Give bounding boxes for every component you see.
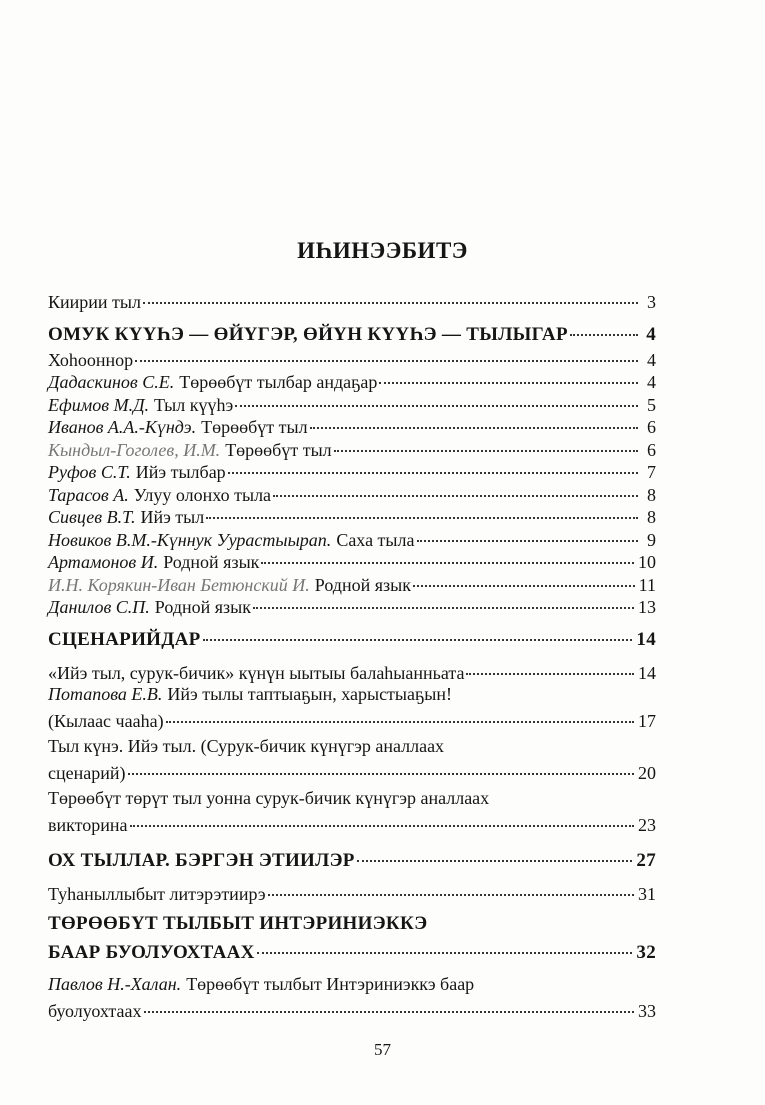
toc-title-continued: сценарий) [48, 763, 126, 783]
toc-entry [48, 971, 656, 1023]
toc-page-number: 4 [646, 323, 656, 345]
toc-page-number: 14 [638, 662, 656, 683]
toc-section [48, 624, 656, 651]
toc-line [48, 937, 656, 963]
dot-leader [130, 807, 634, 827]
dot-leader [413, 567, 635, 587]
toc-page-number: 11 [638, 574, 656, 595]
dot-leader [203, 620, 633, 641]
toc-entry [48, 659, 656, 682]
toc-title-continued: буолуохтаах [48, 1000, 142, 1021]
toc-author: Тарасов А. [48, 484, 129, 505]
toc-page-number: 13 [638, 597, 656, 617]
dot-leader [206, 499, 638, 519]
toc-line [48, 288, 656, 311]
toc-title: Родной язык [314, 574, 411, 595]
toc-title: Улуу олонхо тыла [133, 484, 272, 505]
dot-leader [144, 993, 635, 1013]
toc-title: Тыл күнэ. Ийэ тыл. (Сурук-бичик күнүгэр аналлаах [48, 736, 445, 756]
toc-title: Төрөөбүт тылбар андаҕар [179, 372, 378, 392]
dot-leader [310, 409, 638, 429]
toc-author: Данилов С.П. [48, 597, 150, 617]
toc-title: Тыл күүһэ [154, 394, 234, 415]
toc-page-number: 20 [638, 763, 656, 783]
toc-title: Төрөөбүт тыл [225, 439, 332, 460]
toc-page-number: 32 [636, 941, 656, 963]
dot-leader [334, 432, 638, 452]
toc-line [48, 997, 656, 1023]
toc-title: Ийэ тыл [140, 507, 205, 527]
toc-author: Ефимов М.Д. [48, 394, 150, 415]
toc-page-number: 4 [647, 349, 656, 370]
toc-title: Родной язык [154, 597, 251, 617]
toc-title: Хоһооннор [48, 349, 134, 370]
toc-page-number: 6 [647, 417, 656, 437]
dot-leader [268, 876, 634, 896]
toc-title: Ийэ тылбар [135, 462, 226, 482]
toc-entry [48, 681, 656, 733]
toc-title: СЦЕНАРИЙДАР [48, 628, 201, 650]
toc-section [48, 845, 656, 872]
toc-author: Павлов Н.-Халан. [48, 973, 182, 994]
toc-line [48, 880, 656, 903]
toc-title-continued: викторина [48, 815, 128, 835]
toc-line [48, 759, 656, 785]
toc-page-number: 31 [638, 884, 656, 904]
toc-entry [48, 880, 656, 903]
toc-page-number: 8 [647, 484, 656, 505]
toc-line [48, 845, 656, 872]
toc-entry [48, 593, 656, 616]
toc-page-number: 6 [647, 439, 656, 460]
toc-title: Родной язык [163, 552, 260, 572]
toc-title: Туһаныллыбыт литэрэтиирэ [48, 884, 266, 904]
table-of-contents [48, 288, 656, 1023]
toc-title: Саха тыла [336, 529, 415, 550]
toc-page-number: 4 [647, 372, 656, 392]
toc-page-number: 27 [636, 850, 656, 871]
dot-leader [253, 589, 634, 609]
dot-leader [379, 364, 638, 384]
toc-title: Ийэ тылы таптыаҕын, харыстыаҕын! [167, 684, 452, 704]
toc-title: Төрөөбүт тылбыт Интэриниэккэ баар [186, 973, 475, 994]
toc-page-number: 7 [647, 462, 656, 482]
toc-title: Төрөөбүт тыл [201, 417, 308, 437]
dot-leader [143, 284, 638, 304]
page-number: 57 [374, 1040, 391, 1059]
toc-title: «Ийэ тыл, сурук-бичик» күнүн ыытыы балаһыанньата [48, 662, 465, 683]
toc-page-number: 23 [638, 815, 656, 835]
toc-line [48, 811, 656, 837]
toc-author: Дадаскинов С.Е. [48, 372, 175, 392]
dot-leader [128, 755, 635, 775]
dot-leader [570, 315, 638, 336]
dot-leader [261, 544, 634, 564]
toc-page-number: 8 [647, 507, 656, 527]
toc-line [48, 707, 656, 733]
toc-page-number: 14 [636, 628, 656, 650]
toc-author: Руфов С.Т. [48, 462, 131, 482]
dot-leader [228, 454, 638, 474]
dot-leader [357, 841, 633, 862]
toc-page-number: 9 [647, 529, 656, 550]
toc-entry [48, 733, 656, 785]
toc-author: Сивцев В.Т. [48, 507, 136, 527]
toc-page-number: 33 [638, 1000, 656, 1021]
dot-leader [135, 342, 638, 362]
toc-author: Потапова Е.В. [48, 684, 163, 704]
toc-author: Иванов А.А.-Күндэ. [48, 417, 197, 437]
toc-page-number: 5 [647, 394, 656, 415]
toc-page-number: 3 [647, 292, 656, 312]
toc-title-continued: БААР БУОЛУОХТААХ [48, 941, 255, 963]
toc-entry [48, 288, 656, 311]
toc-title: Киирии тыл [48, 292, 141, 312]
toc-author: Артамонов И. [48, 552, 159, 572]
toc-line [48, 659, 656, 682]
toc-author: Новиков В.М.-Күннук Уурастыырап. [48, 529, 332, 550]
toc-title: ОХ ТЫЛЛАР. БЭРГЭН ЭТИИЛЭР [48, 850, 355, 871]
toc-author: И.Н. Корякин-Иван Бетюнский И. [48, 574, 310, 595]
dot-leader [235, 387, 638, 407]
dot-leader [466, 655, 634, 675]
toc-page-number: 10 [638, 552, 656, 572]
toc-line [48, 624, 656, 651]
toc-title: ТӨРӨӨБҮТ ТЫЛБЫТ ИНТЭРИНИЭККЭ [48, 912, 428, 934]
toc-author: Кындыл-Гоголев, И.М. [48, 439, 221, 460]
toc-title: Төрөөбүт төрүт тыл уонна сурук-бичик күнүгэр аналлаах [48, 788, 490, 808]
dot-leader [273, 477, 638, 497]
dot-leader [417, 522, 639, 542]
toc-page-number: 17 [638, 711, 656, 731]
toc-entry [48, 785, 656, 837]
dot-leader [166, 703, 634, 723]
toc-section [48, 911, 656, 963]
toc-title-continued: (Кылаас чааһа) [48, 711, 164, 731]
dot-leader [257, 933, 633, 954]
toc-line [48, 593, 656, 616]
toc-title: ОМУК КҮҮҺЭ — ӨЙҮГЭР, ӨЙҮН КҮҮҺЭ — ТЫЛЫГАР [48, 323, 568, 345]
page-title: ИҺИНЭЭБИТЭ [297, 238, 468, 263]
